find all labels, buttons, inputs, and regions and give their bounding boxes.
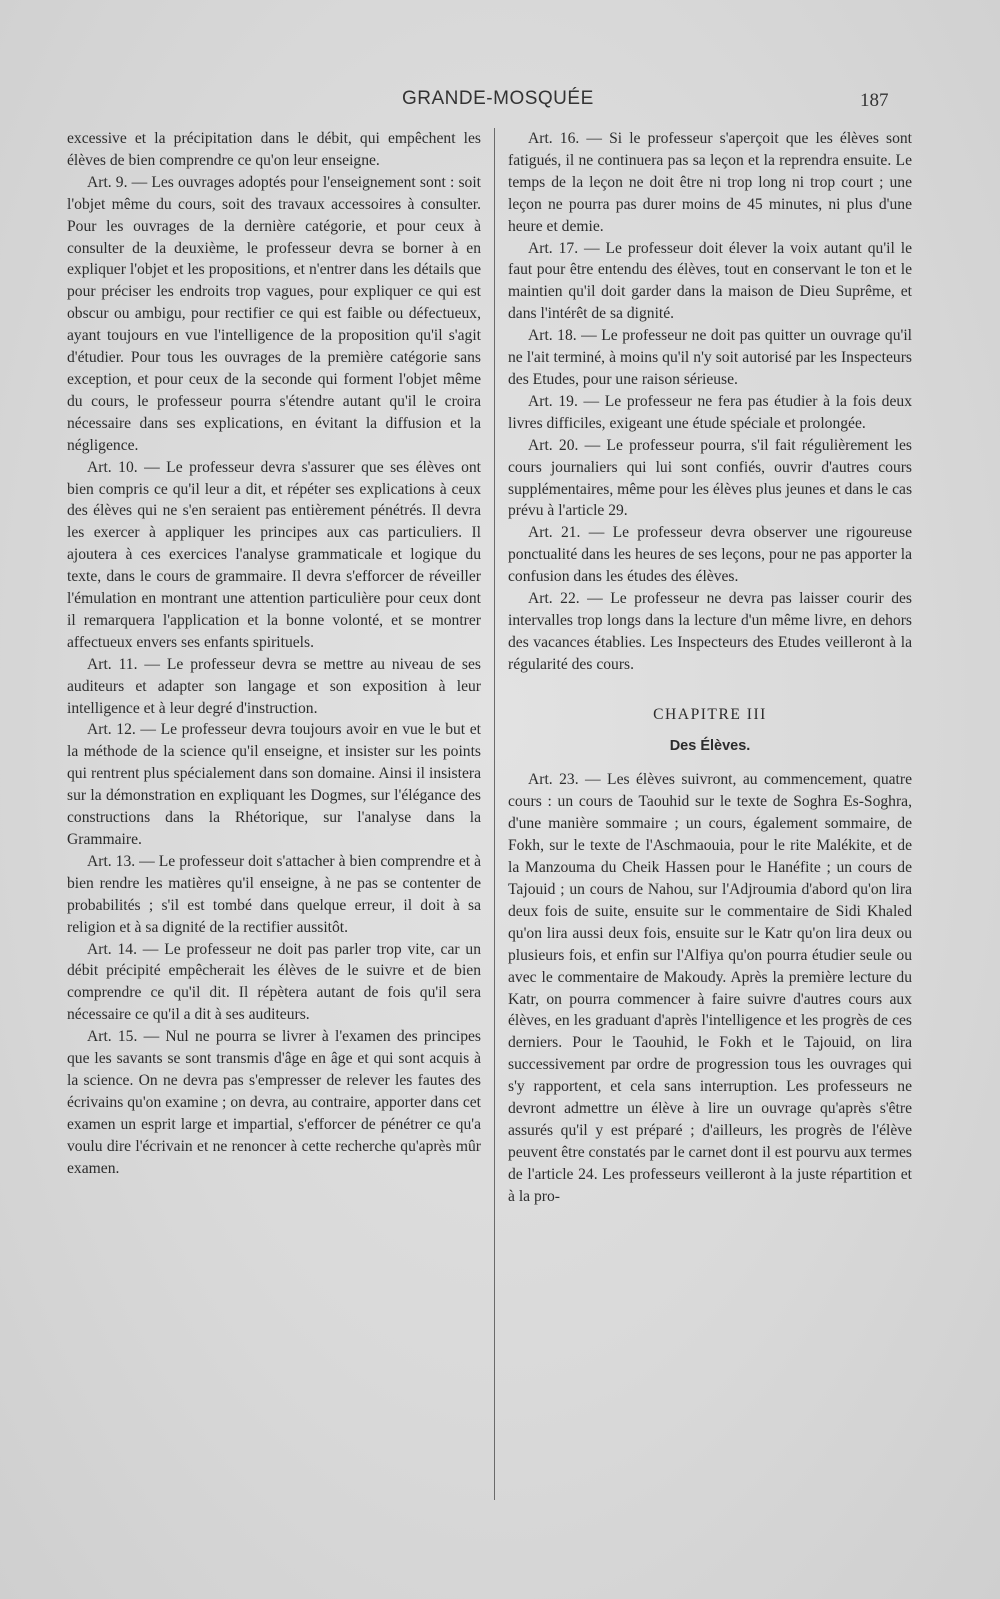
article-19: Art. 19. — Le professeur ne fera pas étudier à la fois deux livres difficiles, exigeant une étude spéciale et prolongée. <box>508 392 912 432</box>
paragraph-continuation: excessive et la précipitation dans le débit, qui empêchent les élèves de bien comprendre ce qu'on leur enseigne. <box>67 130 481 169</box>
article-23: Art. 23. — Les élèves suivront, au commencement, quatre cours : un cours de Taouhid sur le texte de Soghra Es-Soghra, d'une manière sommaire ; un cours, également sommaire, de Fokh, sur le texte de l'Aschmaouia, pour le rite Malékite, et de la Manzouma du Cheik Hassen pour le Hanéfite ; un cours de Tajouid ; un cours de Nahou, sur l'Adjroumia d'abord qu'on lira deux fois de suite, ensuite sur le commentaire de Sidi Khaled qu'on lira aussi deux fois, ensuite sur le Katr qu'on lira deux ou plusieurs fois, et enfin sur l'Alfiya qu'on pourra étudier seule ou avec le commentaire de Makoudy. Après la première lecture du Katr, on pourra commencer à faire suivre d'autres cours aux élèves, en les graduant d'après l'intelligence et les progrès de ces derniers. Pour le Taouhid, le Fokh et le Tajouid, on lira successivement par ordre de progression tous les ouvrages qui s'y rapportent, et cela sans interruption. Les professeurs ne devront admettre un élève à lire un ouvrage qu'après s'être assurés qu'il y est préparé ; d'ailleurs, les progrès de l'élève peuvent être constatés par le carnet dont il est pourvu aux termes de l'article 24. Les professeurs veilleront à la juste répartition et à la pro- <box>508 771 912 1205</box>
running-title: GRANDE-MOSQUÉE <box>402 88 594 109</box>
article-10: Art. 10. — Le professeur devra s'assurer que ses élèves ont bien compris ce qu'il leur a dit, et répéter ses explications à ceux des élèves qui ne s'en seraient pas entièrement pénétrés. Il devra les exercer à appliquer les principes aux cas particuliers. Il ajoutera à ces exercices l'analyse grammaticale et logique du texte, dans le cours de grammaire. Il devra s'efforcer de réveiller l'émulation en montrant une attention particulière pour ceux dont il remarquera l'application et la bonne volonté, et se montrer affectueux envers ses enfants spirituels. <box>67 458 481 651</box>
article-12: Art. 12. — Le professeur devra toujours avoir en vue le but et la méthode de la science qu'il enseigne, et insister sur les points qui rentrent plus spécialement dans son domaine. Ainsi il insistera sur la démonstration en expliquant les Dogmes, sur l'élégance des constructions dans la Rhétorique, sur l'analyse dans la Grammaire. <box>67 721 481 848</box>
article-18: Art. 18. — Le professeur ne doit pas quitter un ouvrage qu'il ne l'ait terminé, à moins qu'il n'y soit autorisé par les Inspecteurs des Etudes, pour une raison sérieuse. <box>508 327 912 388</box>
article-9: Art. 9. — Les ouvrages adoptés pour l'enseignement sont : soit l'objet même du cours, soit des travaux accessoires à consulter. Pour les ouvrages de la dernière catégorie, et pour ceux à consulter de la deuxième, le professeur devra se borner à en expliquer l'objet et les propositions, et n'entrer dans les détails que pour préciser les endroits trop vagues, pour expliquer ce qui est obscur ou ambigu, pour rectifier ce qui est faible ou défectueux, ayant toujours en vue l'intelligence de la proposition qu'il s'agit d'étudier. Pour tous les ouvrages de la première catégorie sans exception, et pour ceux de la seconde qui forment l'objet même du cours, le professeur pourra s'étendre autant qu'il le croira nécessaire dans ses explications, en évitant la diffusion et la négligence. <box>67 173 481 454</box>
article-13: Art. 13. — Le professeur doit s'attacher à bien comprendre et à bien rendre les matières qu'il enseigne, à ne pas se contenter de probabilités ; s'il est tombé dans quelque erreur, il doit à sa religion et à sa dignité de la rectifier aussitôt. <box>67 852 481 936</box>
running-head <box>0 86 1000 116</box>
chapter-heading: CHAPITRE III <box>653 705 767 723</box>
section-heading: Des Élèves. <box>669 737 751 754</box>
column-divider <box>494 128 495 1500</box>
article-16: Art. 16. — Si le professeur s'aperçoit que les élèves sont fatigués, il ne continuera pas sa leçon et la reprendra ensuite. Le temps de la leçon ne doit être ni trop long ni trop court ; une leçon ne pourra pas durer moins de 45 minutes, ni plus d'une heure et demie. <box>508 130 912 235</box>
right-column <box>508 128 912 1208</box>
article-17: Art. 17. — Le professeur doit élever la voix autant qu'il le faut pour être entendu des élèves, tout en conservant le ton et le maintien qu'il doit garder dans la maison de Dieu Suprême, et dans l'intérêt de sa dignité. <box>508 239 912 323</box>
article-14: Art. 14. — Le professeur ne doit pas parler trop vite, car un débit précipité empêcherait les élèves de le suivre et de bien comprendre ce qu'il dit. Il répètera autant de fois qu'il sera nécessaire ce qu'il a dit à ses auditeurs. <box>67 940 481 1024</box>
article-22: Art. 22. — Le professeur ne devra pas laisser courir des intervalles trop longs dans la lecture d'un même livre, en dehors des vacances établies. Les Inspecteurs des Etudes veilleront à la régularité des cours. <box>508 590 912 673</box>
left-column <box>67 128 481 1180</box>
article-21: Art. 21. — Le professeur devra observer une rigoureuse ponctualité dans les heures de ses leçons, pour ne pas apporter la confusion dans les études des élèves. <box>508 524 912 586</box>
article-15: Art. 15. — Nul ne pourra se livrer à l'examen des principes que les savants se sont transmis d'âge en âge et qui sont acquis à la science. On ne devra pas s'empresser de relever les fautes des écrivains qu'on examine ; on devra, au contraire, apporter dans cet examen un esprit large et impartial, s'efforcer de pénétrer ce qu'a voulu dire l'écrivain et ne renoncer à cette recherche qu'après mûr examen. <box>67 1028 481 1177</box>
article-20: Art. 20. — Le professeur pourra, s'il fait régulièrement les cours journaliers qui lui sont confiés, ouvrir d'autres cours supplémentaires, même pour les élèves plus jeunes et dans le cas prévu à l'article 29. <box>508 436 913 520</box>
page-number: 187 <box>860 90 889 111</box>
article-11: Art. 11. — Le professeur devra se mettre au niveau de ses auditeurs et adapter son langage et son exposition à leur intelligence et à leur degré d'instruction. <box>67 655 481 717</box>
